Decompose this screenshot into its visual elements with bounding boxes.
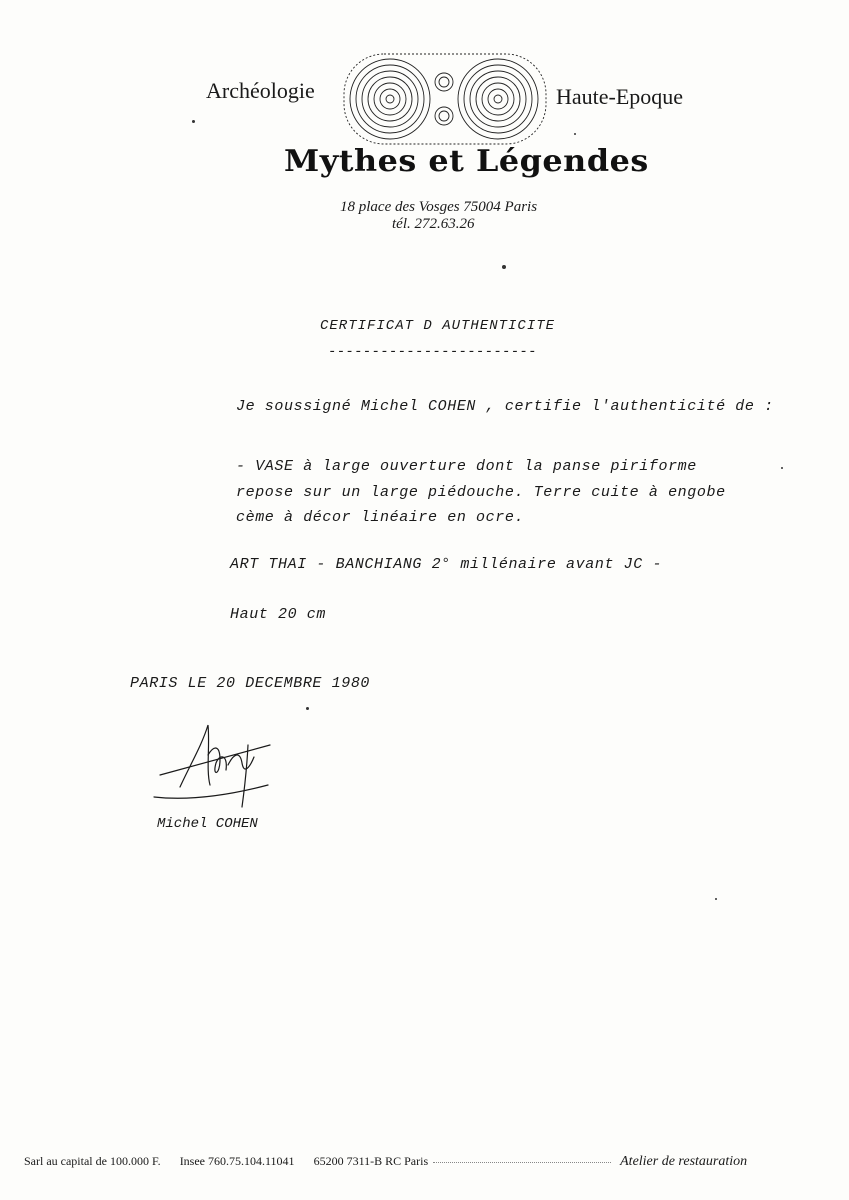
footer-insee: Insee 760.75.104.11041	[179, 1154, 295, 1168]
company-address: 18 place des Vosges 75004 Paris	[340, 199, 538, 215]
handwritten-signature	[150, 715, 285, 815]
certificate-title: CERTIFICAT D AUTHENTICITE	[320, 318, 556, 334]
paper-speck	[574, 133, 576, 135]
company-phone: tél. 272.63.26	[392, 216, 475, 232]
footer-capital: Sarl au capital de 100.000 F.	[24, 1154, 161, 1168]
certificate-intro: Je soussigné Michel COHEN , certifie l'authenticité de :	[236, 398, 774, 415]
description-line: repose sur un large piédouche. Terre cuite à engobe	[236, 484, 726, 501]
paper-speck	[502, 265, 506, 269]
signatory-name: Michel COHEN	[157, 816, 258, 832]
place-date-line: PARIS LE 20 DECEMBRE 1980	[130, 675, 371, 692]
footer-atelier: Atelier de restauration	[620, 1154, 748, 1169]
company-name: Mythes et Légendes	[284, 144, 649, 179]
footer-dotted-leader	[433, 1162, 611, 1163]
paper-speck	[192, 120, 195, 123]
letterhead-left-label: Archéologie	[206, 78, 315, 103]
height-line: Haut 20 cm	[230, 606, 327, 623]
description-line: - VASE à large ouverture dont la panse piriforme	[236, 458, 697, 475]
description-line: cème à décor linéaire en ocre.	[236, 509, 525, 526]
spiral-logo-icon	[340, 52, 550, 148]
footer-rc: 65200 7311-B RC Paris	[313, 1154, 429, 1168]
footer	[24, 1154, 747, 1170]
certificate-title-underline: ------------------------	[328, 344, 537, 360]
letterhead-right-label: Haute-Epoque	[556, 84, 684, 109]
paper-speck	[715, 898, 717, 900]
paper-speck	[306, 707, 309, 710]
paper-speck	[781, 467, 783, 469]
origin-line: ART THAI - BANCHIANG 2° millénaire avant JC -	[230, 556, 663, 573]
